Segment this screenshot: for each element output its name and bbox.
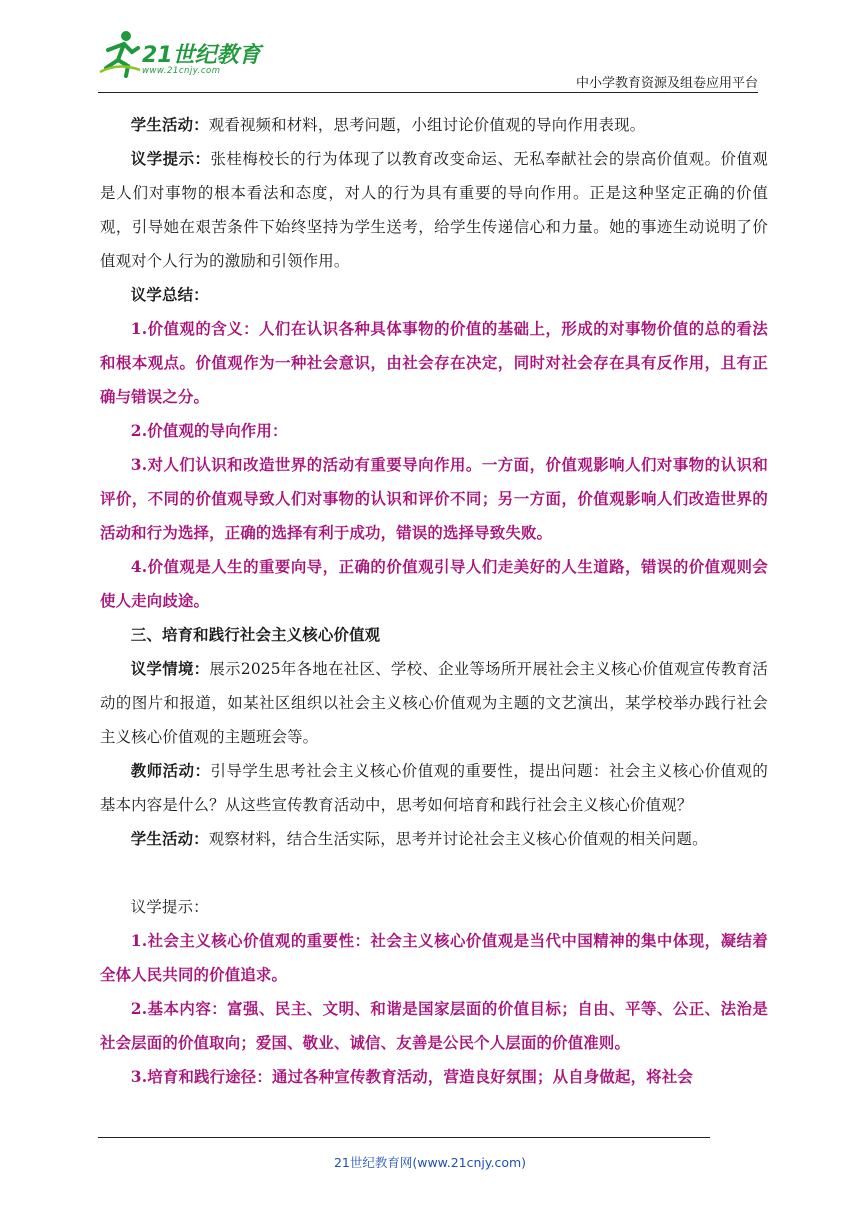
paragraph bbox=[100, 754, 768, 822]
summary-point bbox=[100, 414, 768, 448]
paragraph bbox=[100, 890, 768, 924]
paragraph-text: 议学提示： bbox=[130, 898, 209, 916]
paragraph-text: 观察材料，结合生活实际，思考并讨论社会主义核心价值观的相关问题。 bbox=[208, 830, 708, 848]
summary-point bbox=[100, 312, 768, 414]
summary-point-text: 1.社会主义核心价值观的重要性：社会主义核心价值观是当代中国精神的集中体现，凝结着全体人民共同的价值追求。 bbox=[100, 932, 768, 984]
spacer bbox=[100, 856, 768, 890]
paragraph bbox=[100, 108, 768, 142]
paragraph-text: 张桂梅校长的行为体现了以教育改变命运、无私奉献社会的崇高价值观。价值观是人们对事物的根本看法和态度，对人的行为具有重要的导向作用。正是这种坚定正确的价值观，引导她在艰苦条件下始终坚持为学生送考，给学生传递信心和力量。她的事迹生动说明了价值观对个人行为的激励和引领作用。 bbox=[100, 150, 768, 270]
summary-point-text: 4.价值观是人生的重要向导，正确的价值观引导人们走美好的人生道路，错误的价值观则会使人走向歧途。 bbox=[100, 558, 768, 610]
summary-point-text: 2.价值观的导向作用： bbox=[130, 422, 288, 440]
paragraph bbox=[100, 142, 768, 278]
summary-point bbox=[100, 992, 768, 1060]
summary-point-text: 1.价值观的含义：人们在认识各种具体事物的价值的基础上，形成的对事物价值的总的看法和根本观点。价值观作为一种社会意识，由社会存在决定，同时对社会存在具有反作用，且有正确与错误之分。 bbox=[100, 320, 768, 406]
page-header bbox=[98, 24, 758, 94]
summary-point-text: 3.培育和践行途径：通过各种宣传教育活动，营造良好氛围；从自身做起，将社会 bbox=[130, 1068, 693, 1086]
paragraph-label: 议学总结： bbox=[130, 286, 209, 304]
summary-point-text: 2.基本内容：富强、民主、文明、和谐是国家层面的价值目标；自由、平等、公正、法治是社会层面的价值取向；爱国、敬业、诚信、友善是公民个人层面的价值准则。 bbox=[100, 1000, 768, 1052]
section-heading: 三、培育和践行社会主义核心价值观 bbox=[130, 626, 381, 644]
summary-point-text: 3.对人们认识和改造世界的活动有重要导向作用。一方面，价值观影响人们对事物的认识和评价，不同的价值观导致人们对事物的认识和评价不同；另一方面，价值观影响人们改造世界的活动和行为选择，正确的选择有利于成功，错误的选择导致失败。 bbox=[100, 456, 768, 542]
paragraph-text: 观看视频和材料，思考问题，小组讨论价值观的导向作用表现。 bbox=[208, 116, 646, 134]
paragraph-label: 教师活动： bbox=[130, 762, 211, 780]
footer-divider bbox=[98, 1137, 710, 1138]
summary-point bbox=[100, 448, 768, 550]
paragraph-label: 议学提示： bbox=[130, 150, 211, 168]
paragraph-label: 议学情境： bbox=[130, 660, 210, 678]
document-body bbox=[100, 108, 768, 1094]
paragraph-label: 学生活动： bbox=[130, 830, 209, 848]
paragraph-label: 学生活动： bbox=[130, 116, 209, 134]
header-divider bbox=[98, 92, 758, 93]
paragraph bbox=[100, 278, 768, 312]
summary-point bbox=[100, 924, 768, 992]
paragraph-text: 展示2025年各地在社区、学校、企业等场所开展社会主义核心价值观宣传教育活动的图片和报道，如某社区组织以社会主义核心价值观为主题的文艺演出，某学校举办践行社会主义核心价值观的主题班会等。 bbox=[100, 660, 768, 746]
platform-name: 中小学教育资源及组卷应用平台 bbox=[575, 76, 758, 91]
paragraph bbox=[100, 822, 768, 856]
logo-text: 21世纪教育 bbox=[142, 43, 261, 68]
paragraph bbox=[100, 652, 768, 754]
footer-link[interactable]: 21世纪教育网(www.21cnjy.com) bbox=[333, 1155, 527, 1170]
summary-point bbox=[100, 1060, 768, 1094]
running-figure-icon bbox=[98, 28, 142, 78]
logo-url: www.21cnjy.com bbox=[142, 66, 221, 76]
paragraph-text: 引导学生思考社会主义核心价值观的重要性，提出问题：社会主义核心价值观的基本内容是什么？从这些宣传教育活动中，思考如何培育和践行社会主义核心价值观？ bbox=[100, 762, 768, 814]
site-logo[interactable] bbox=[98, 28, 268, 78]
summary-point bbox=[100, 550, 768, 618]
